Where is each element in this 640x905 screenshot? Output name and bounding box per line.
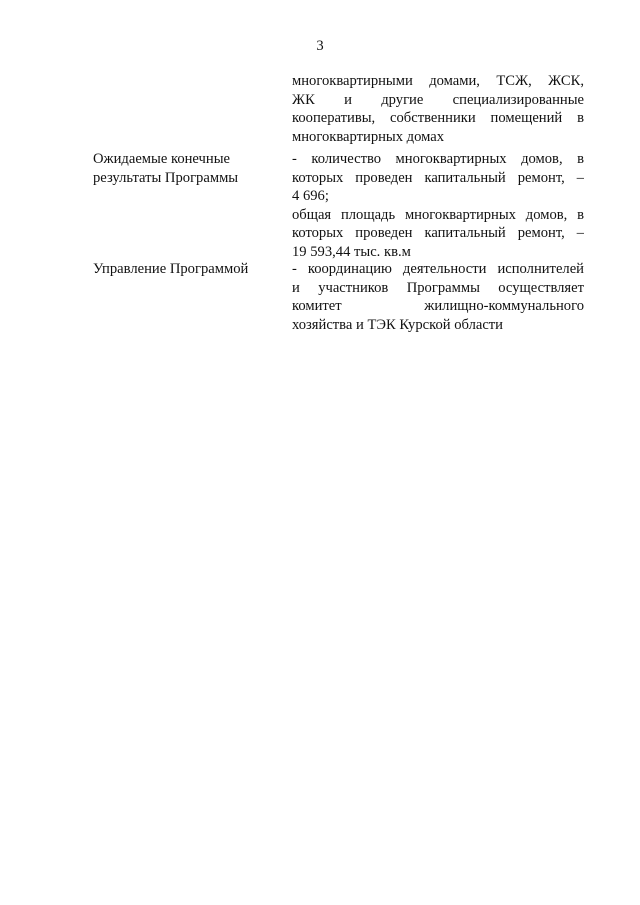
text-line: - координацию деятельности исполнителей (292, 261, 584, 277)
text-line: которых проведен капитальный ремонт, – (292, 225, 584, 241)
text-line: ЖК и другие специализированные (292, 91, 584, 108)
text-line: общая площадь многоквартирных домов, в (292, 206, 584, 223)
label-line: результаты Программы (93, 169, 239, 186)
text-line: многоквартирных домах (292, 128, 445, 145)
text-line: 19 593,44 тыс. кв.м (292, 243, 411, 260)
row-text (292, 150, 584, 261)
text-line: хозяйства и ТЭК Курской области (292, 316, 503, 333)
page-number: 3 (316, 38, 324, 54)
row-label (93, 150, 273, 187)
text-line: многоквартирными домами, ТСЖ, ЖСК, (292, 73, 584, 89)
label-line: Управление Программой (93, 261, 249, 277)
text-line: кооперативы, собственники помещений в (292, 110, 584, 126)
row-label (93, 260, 273, 279)
text-line: комитет жилищно-коммунального (292, 298, 584, 314)
text-line: - количество многоквартирных домов, в (292, 151, 584, 167)
row-text (292, 260, 584, 334)
row-text (292, 72, 584, 146)
text-line: 4 696; (292, 188, 329, 204)
text-line: и участников Программы осуществляет (292, 279, 584, 296)
label-line: Ожидаемые конечные (93, 151, 230, 167)
text-line: которых проведен капитальный ремонт, – (292, 169, 584, 186)
